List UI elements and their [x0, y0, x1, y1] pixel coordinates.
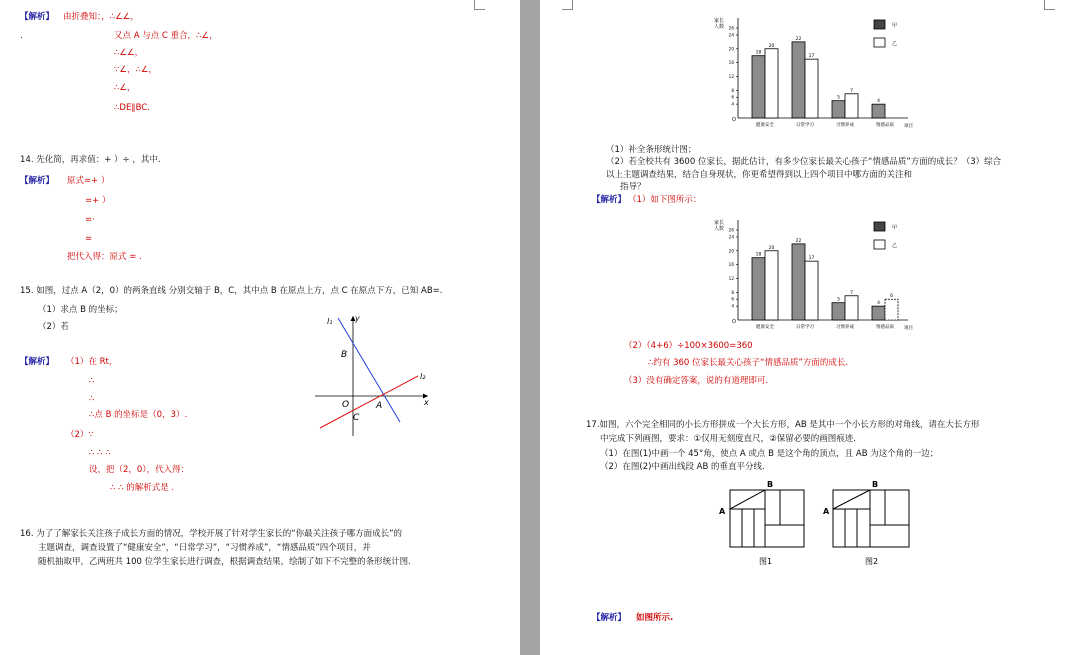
- p16-ans4: （3）没有确定答案，说的有道理即可.: [624, 376, 769, 386]
- bar-jia: [872, 104, 885, 118]
- x-tick-label: 健康安全: [756, 325, 774, 330]
- p16-line: 随机抽取甲，乙两班共 100 位学生家长进行调查，根据调查结果，绘制了如下不完整的条形统计图.: [38, 557, 411, 567]
- crop-mark: [1044, 0, 1055, 10]
- p15-line: ∴ ∴ 的解析式是 .: [110, 483, 175, 493]
- crop-mark: [562, 0, 573, 10]
- bar-yi: [845, 94, 858, 118]
- p16-q4: 指导？: [620, 182, 646, 192]
- fig2-caption: 图2: [865, 557, 879, 566]
- bullet-dot: .: [20, 31, 23, 41]
- p14-question: 14. 先化简，再求值：+ ）÷ ，其中.: [20, 155, 161, 165]
- x-tick-label: 日常学习: [796, 123, 814, 128]
- fig2-label-B: B: [872, 480, 879, 489]
- p13-line: 又点 A 与点 C 重合，∴∠，: [114, 31, 218, 41]
- p13-line: ∴∠∠，: [114, 48, 144, 58]
- analysis-tag: 【解析】: [20, 357, 55, 367]
- p15-question: 15. 如图，过点 A（2，0）的两条直线 分别交轴于 B，C，其中点 B 在原点上方，点 C 在原点下方，已知 AB=.: [20, 286, 443, 296]
- bar-value-label: 20: [768, 43, 775, 49]
- analysis-tag: 【解析】: [592, 195, 627, 205]
- y-tick-label: 12: [728, 73, 734, 79]
- bar-chart-original: [712, 10, 932, 135]
- bar-value-label: 20: [768, 245, 775, 251]
- legend-label: 甲: [892, 23, 898, 29]
- legend-swatch: [874, 222, 885, 231]
- analysis-tag: 【解析】: [20, 12, 55, 22]
- y-axis-label: 人数: [714, 226, 725, 232]
- p15-sub: （2）若: [38, 322, 69, 332]
- p13-line: ∴DE∥BC.: [114, 103, 150, 113]
- p16-q1: （1）补全条形统计图；: [606, 145, 697, 155]
- bar-jia: [752, 56, 765, 118]
- analysis-tag: 【解析】: [20, 176, 55, 186]
- p17-ans: 如图所示.: [636, 613, 674, 623]
- fig1-label-B: B: [767, 480, 774, 489]
- label-x: x: [424, 398, 429, 407]
- p17-line: 17.如图，六个完全相同的小长方形拼成一个大长方形，AB 是其中一个小长方形的对角线，请在大长方形: [586, 420, 980, 430]
- bar-value-label: 17: [808, 54, 815, 60]
- right-page: [540, 0, 1077, 655]
- left-page: [0, 0, 520, 655]
- p15-line: ∴点 B 的坐标是（0，3）.: [89, 410, 188, 420]
- y-axis-label: 人数: [714, 24, 725, 30]
- x-tick-label: 情感品质: [876, 123, 894, 128]
- p15-line: ∴: [89, 376, 95, 386]
- p17-line: 中完成下列画图，要求：①仅用无刻度直尺，②保留必要的画图痕迹.: [600, 434, 856, 444]
- bar-jia: [752, 258, 765, 320]
- y-tick-label: 20: [728, 46, 734, 52]
- p15-line: ∴ ∴ ∴: [89, 448, 111, 458]
- origin-label: O: [732, 117, 736, 123]
- bar-yi: [765, 49, 778, 118]
- p17-line: （1）在图(1)中画一个 45°角，使点 A 或点 B 是这个角的顶点，且 AB 为这个角的一边；: [600, 449, 939, 459]
- bar-value-label: 4: [877, 301, 880, 307]
- line-l2: [320, 376, 418, 428]
- bar-chart-completed: [712, 212, 932, 337]
- p16-line: 主题调查，调查设置了“健康安全”，“日常学习”，“习惯养成”，“情感品质”四个项目，并: [38, 543, 371, 553]
- x-tick-label: 日常学习: [796, 325, 814, 330]
- legend-swatch: [874, 240, 885, 249]
- line-graph-figure: [312, 312, 436, 438]
- label-y: y: [355, 314, 360, 323]
- label-B: B: [341, 350, 348, 360]
- p16-q2: （2）若全校共有 3600 位家长，据此估计，有多少位家长最关心孩子“情感品质”方面的成长？（3）综合: [606, 157, 1002, 167]
- label-A: A: [376, 401, 383, 411]
- legend-label: 甲: [892, 225, 898, 231]
- p14-line: 把代入得：原式 = .: [67, 252, 142, 262]
- origin-label: O: [732, 319, 736, 325]
- fig2-label-A: A: [823, 507, 830, 516]
- p15-sub: （1）求点 B 的坐标；: [38, 305, 123, 315]
- p15-line: ∴: [89, 394, 95, 404]
- y-tick-label: 12: [728, 275, 734, 281]
- p14-line: 原式=+ ）: [67, 176, 110, 186]
- y-tick-label: 16: [728, 60, 734, 66]
- y-tick-label: 24: [728, 234, 734, 240]
- y-tick-label: 6: [731, 94, 734, 100]
- x-axis-label: 项目: [904, 326, 913, 331]
- p17-line: （2）在图(2)中画出线段 AB 的垂直平分线.: [600, 462, 765, 472]
- p15-line: 设，把（2，0），代入得：: [89, 465, 190, 475]
- label-l2: l₂: [420, 372, 426, 381]
- bar-yi: [845, 296, 858, 320]
- bar-value-label: 17: [808, 256, 815, 262]
- bar-value-label: 18: [755, 252, 762, 258]
- x-tick-label: 健康安全: [756, 123, 774, 128]
- bar-jia: [832, 303, 845, 320]
- bar-value-label: 7: [850, 88, 853, 94]
- bar-jia: [832, 101, 845, 118]
- bar-value-label: 22: [795, 238, 802, 244]
- legend-swatch: [874, 38, 885, 47]
- p13-line: ∴∠，: [114, 83, 136, 93]
- label-O: O: [342, 400, 350, 410]
- y-tick-label: 8: [731, 289, 734, 295]
- x-tick-label: 习惯养成: [836, 123, 854, 128]
- y-tick-label: 26: [728, 25, 734, 31]
- fig1-caption: 图1: [759, 557, 773, 566]
- y-tick-label: 16: [728, 262, 734, 268]
- label-l1: l₁: [327, 317, 333, 326]
- bar-value-label: 18: [755, 50, 762, 56]
- p16-ans2: （2）（4+6）÷100×3600=360: [624, 341, 753, 351]
- bar-yi: [765, 251, 778, 320]
- x-axis-label: 项目: [904, 124, 913, 129]
- crop-mark: [474, 0, 485, 10]
- bar-jia: [872, 306, 885, 320]
- y-tick-label: 8: [731, 87, 734, 93]
- p15-line: （2）∵: [66, 430, 94, 440]
- p15-line: （1）在 Rt，: [66, 357, 118, 367]
- p13-line: ∵∠，∴∠，: [114, 65, 158, 75]
- p16-ans3: ∴约有 360 位家长最关心孩子“情感品质”方面的成长.: [648, 358, 849, 368]
- y-tick-label: 26: [728, 227, 734, 233]
- legend-label: 乙: [892, 41, 898, 47]
- legend-label: 乙: [892, 243, 898, 249]
- bar-jia: [792, 244, 805, 320]
- y-tick-label: 24: [728, 32, 734, 38]
- bar-value-label: 7: [850, 290, 853, 296]
- label-C: C: [353, 413, 360, 423]
- bar-value-label: 6: [890, 294, 893, 300]
- p13-line: 由折叠知：，∴∠∠，: [63, 12, 139, 22]
- bar-value-label: 5: [837, 95, 840, 101]
- analysis-tag: 【解析】: [592, 613, 627, 623]
- rectangle-figure-1: [718, 478, 818, 570]
- fig1-label-A: A: [719, 507, 726, 516]
- bar-value-label: 22: [795, 36, 802, 42]
- y-tick-label: 6: [731, 296, 734, 302]
- bar-yi: [805, 261, 818, 320]
- legend-swatch: [874, 20, 885, 29]
- p14-line: =·: [85, 215, 95, 225]
- bar-jia: [792, 42, 805, 118]
- p16-line: 16. 为了了解家长关注孩子成长方面的情况，学校开展了针对学生家长的“你最关注孩子哪方面成长”的: [20, 529, 403, 539]
- y-axis-label: 家长: [714, 220, 725, 226]
- bar-yi: [805, 59, 818, 118]
- y-axis-label: 家长: [714, 18, 725, 24]
- x-tick-label: 情感品质: [876, 325, 894, 330]
- y-tick-label: 4: [731, 101, 734, 107]
- p16-ans1: （1）如下图所示：: [628, 195, 702, 205]
- y-tick-label: 20: [728, 248, 734, 254]
- x-tick-label: 习惯养成: [836, 325, 854, 330]
- p14-line: =: [85, 234, 93, 244]
- page-gutter: [520, 0, 540, 655]
- p14-line: =+ ）: [85, 196, 111, 206]
- rectangle-figure-2: [823, 478, 923, 570]
- bar-value-label: 4: [877, 99, 880, 105]
- bar-value-label: 5: [837, 297, 840, 303]
- y-tick-label: 4: [731, 303, 734, 309]
- p16-q3: 以上主题调查结果，结合自身现状，你更希望得到以上四个项目中哪方面的关注和: [606, 170, 913, 180]
- bar-yi: [885, 299, 898, 320]
